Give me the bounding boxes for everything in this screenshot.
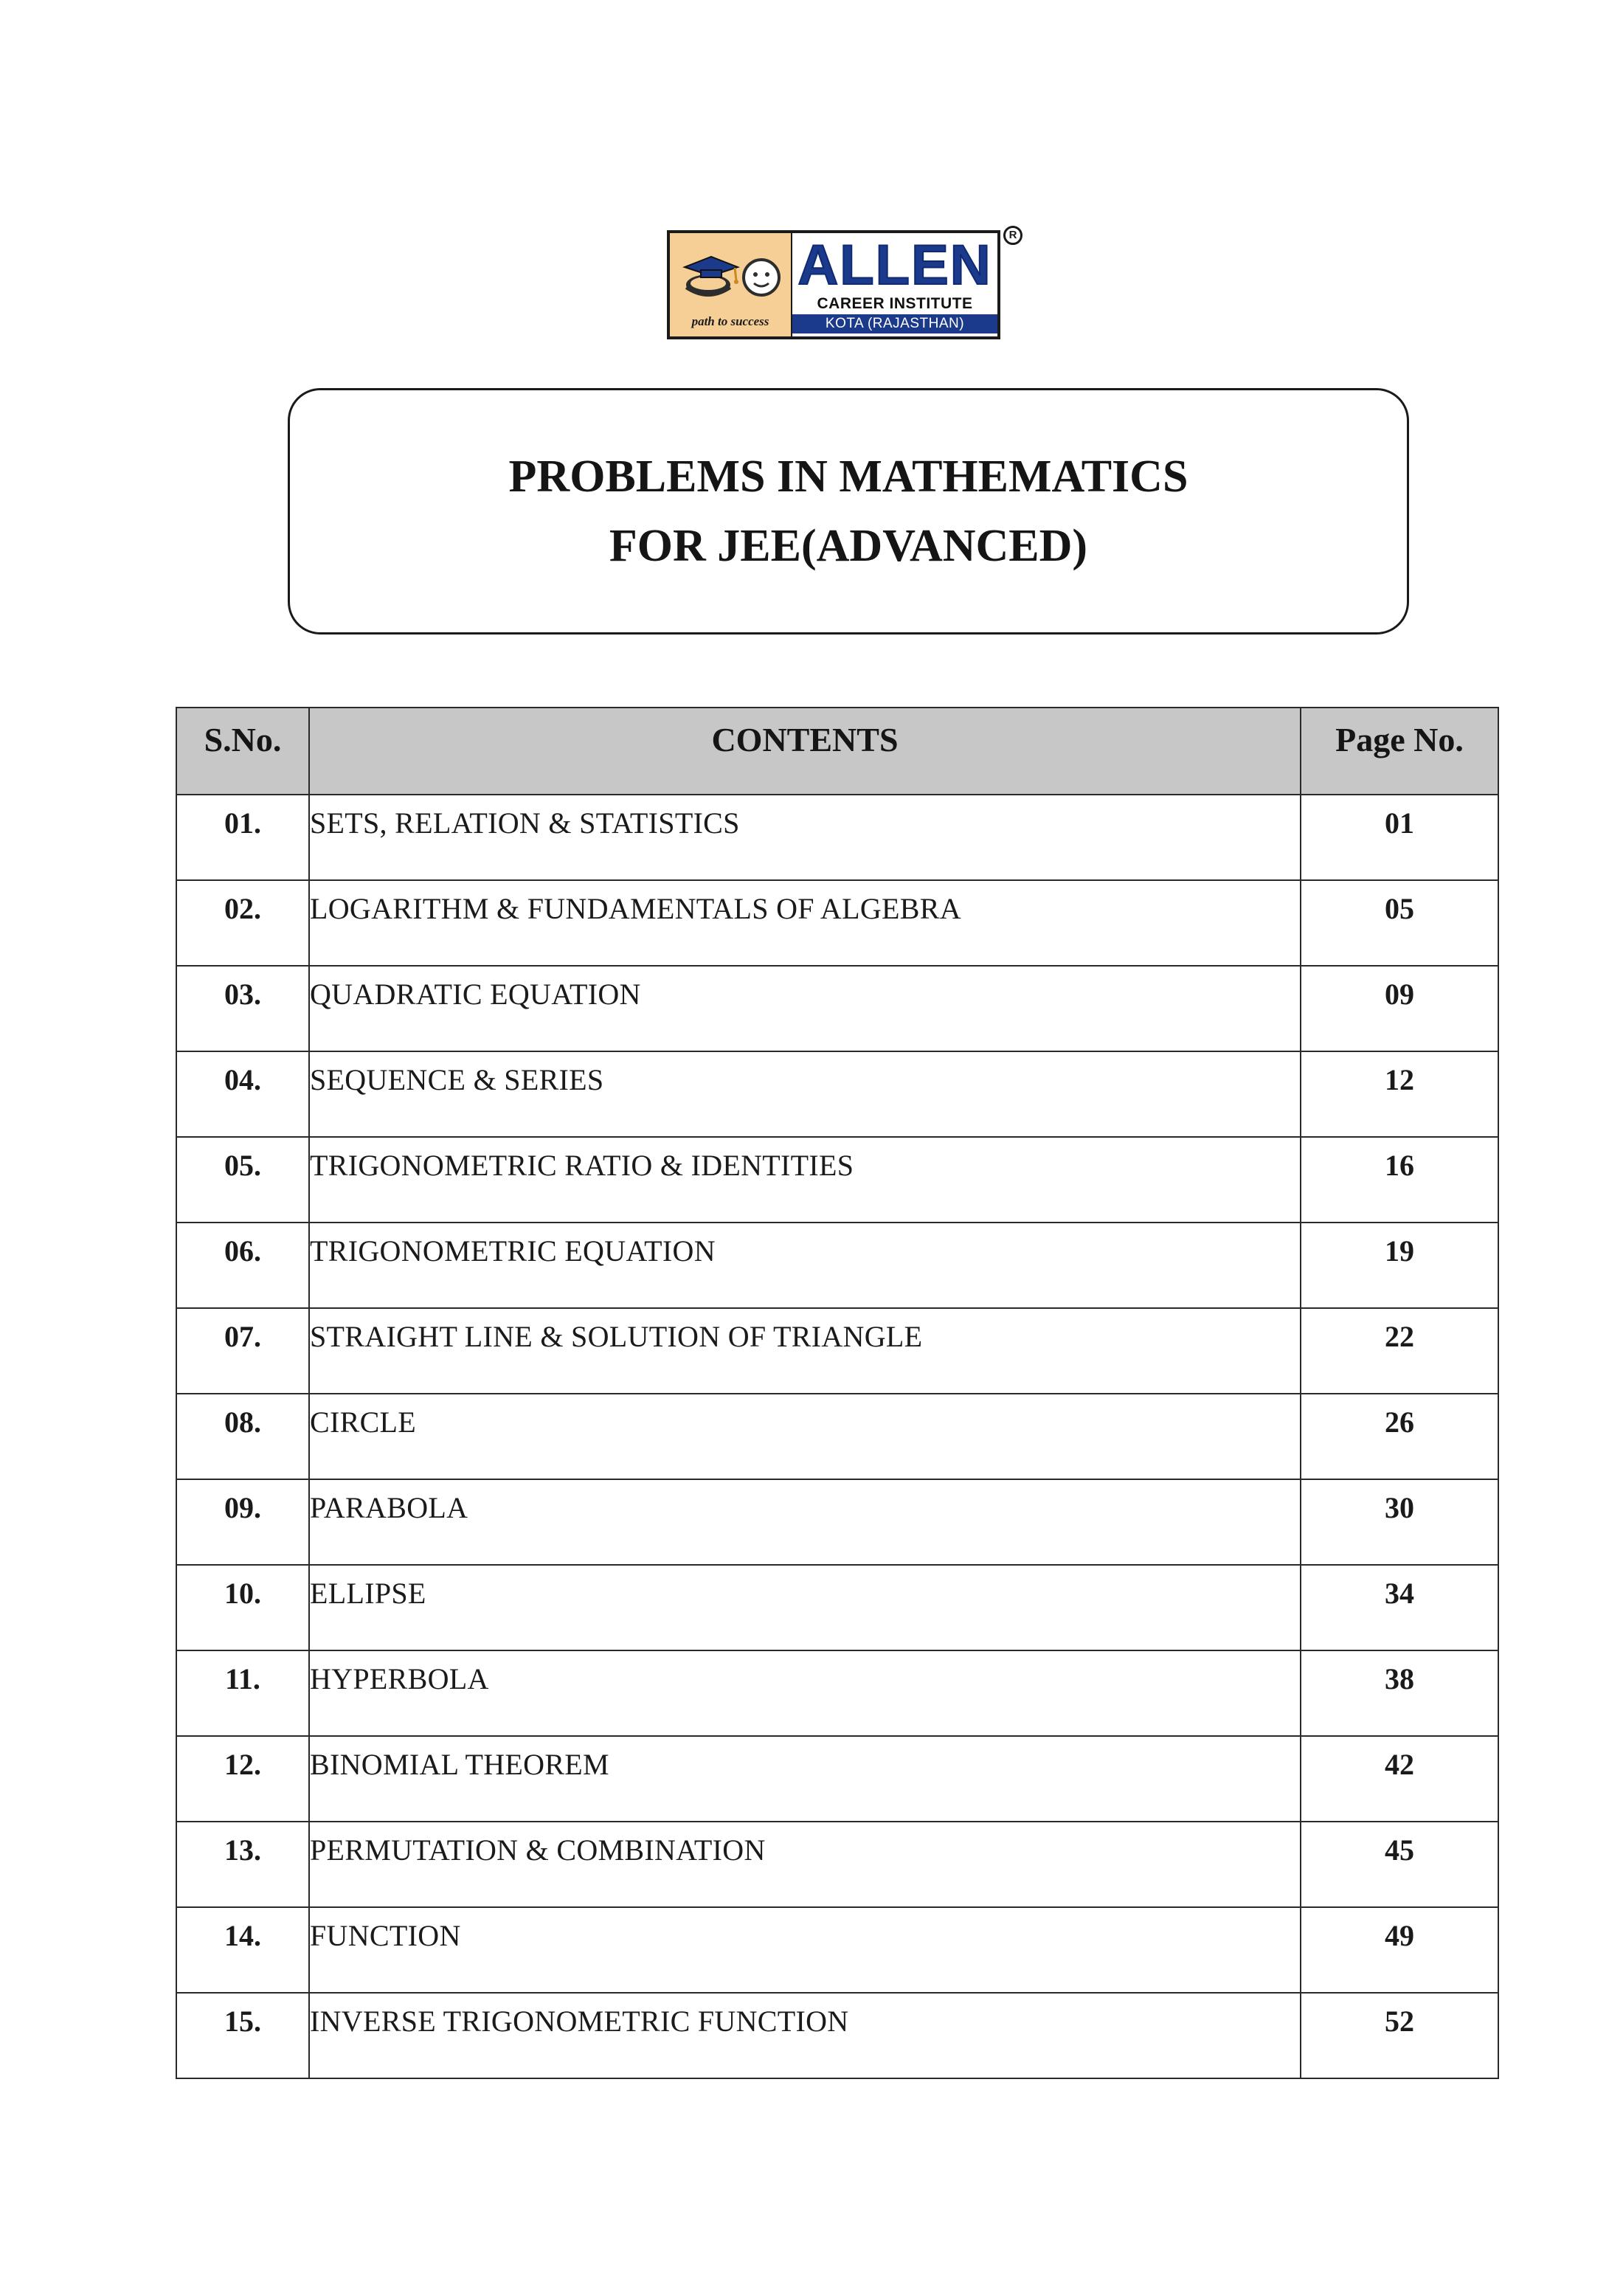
- row-chapter-title: ELLIPSE: [309, 1565, 1301, 1650]
- logo-emblem-panel: [670, 233, 792, 336]
- header-sno: S.No.: [176, 708, 309, 795]
- row-chapter-title: SETS, RELATION & STATISTICS: [309, 795, 1301, 880]
- row-chapter-title: PERMUTATION & COMBINATION: [309, 1822, 1301, 1907]
- row-page-number: 05: [1301, 880, 1498, 966]
- registered-trademark-icon: R: [1003, 226, 1022, 245]
- row-sno: 10.: [176, 1565, 309, 1650]
- row-sno: 09.: [176, 1479, 309, 1565]
- logo-brand-name: ALLEN: [797, 234, 992, 297]
- table-row: [176, 1394, 1498, 1479]
- logo-location: KOTA (RAJASTHAN): [792, 314, 997, 333]
- contents-table: [176, 707, 1499, 2079]
- row-sno: 08.: [176, 1394, 309, 1479]
- row-sno: 04.: [176, 1051, 309, 1137]
- logo-tagline: path to success: [691, 314, 769, 328]
- table-row: [176, 1565, 1498, 1650]
- row-chapter-title: CIRCLE: [309, 1394, 1301, 1479]
- row-page-number: 19: [1301, 1223, 1498, 1308]
- row-sno: 07.: [176, 1308, 309, 1394]
- row-sno: 12.: [176, 1736, 309, 1822]
- row-chapter-title: BINOMIAL THEOREM: [309, 1736, 1301, 1822]
- row-page-number: 34: [1301, 1565, 1498, 1650]
- row-page-number: 45: [1301, 1822, 1498, 1907]
- row-sno: 06.: [176, 1223, 309, 1308]
- document-title-line-2: FOR JEE(ADVANCED): [609, 521, 1088, 571]
- row-chapter-title: FUNCTION: [309, 1907, 1301, 1993]
- row-page-number: 22: [1301, 1308, 1498, 1394]
- row-page-number: 01: [1301, 795, 1498, 880]
- row-chapter-title: INVERSE TRIGONOMETRIC FUNCTION: [309, 1993, 1301, 2078]
- table-row: [176, 795, 1498, 880]
- table-row: [176, 1822, 1498, 1907]
- table-row: [176, 1479, 1498, 1565]
- row-chapter-title: STRAIGHT LINE & SOLUTION OF TRIANGLE: [309, 1308, 1301, 1394]
- table-row: [176, 1993, 1498, 2078]
- table-row: [176, 1137, 1498, 1223]
- table-header-row: [176, 708, 1498, 795]
- row-page-number: 49: [1301, 1907, 1498, 1993]
- table-row: [176, 966, 1498, 1051]
- row-chapter-title: HYPERBOLA: [309, 1650, 1301, 1736]
- logo-subtitle: CAREER INSTITUTE: [817, 295, 973, 312]
- row-page-number: 30: [1301, 1479, 1498, 1565]
- row-chapter-title: PARABOLA: [309, 1479, 1301, 1565]
- row-sno: 11.: [176, 1650, 309, 1736]
- table-row: [176, 1051, 1498, 1137]
- logo-text-panel: [792, 233, 997, 336]
- document-title-box: [288, 388, 1409, 634]
- row-chapter-title: SEQUENCE & SERIES: [309, 1051, 1301, 1137]
- row-sno: 02.: [176, 880, 309, 966]
- row-sno: 03.: [176, 966, 309, 1051]
- row-chapter-title: LOGARITHM & FUNDAMENTALS OF ALGEBRA: [309, 880, 1301, 966]
- table-row: [176, 1308, 1498, 1394]
- table-row: [176, 1736, 1498, 1822]
- header-contents: CONTENTS: [309, 708, 1301, 795]
- graduation-cap-emblem-icon: [679, 246, 783, 307]
- table-row: [176, 880, 1498, 966]
- row-chapter-title: TRIGONOMETRIC EQUATION: [309, 1223, 1301, 1308]
- header-page-no: Page No.: [1301, 708, 1498, 795]
- row-page-number: 09: [1301, 966, 1498, 1051]
- table-row: [176, 1223, 1498, 1308]
- row-sno: 15.: [176, 1993, 309, 2078]
- row-page-number: 16: [1301, 1137, 1498, 1223]
- row-sno: 05.: [176, 1137, 309, 1223]
- document-title-line-1: PROBLEMS IN MATHEMATICS: [508, 452, 1188, 502]
- row-chapter-title: TRIGONOMETRIC RATIO & IDENTITIES: [309, 1137, 1301, 1223]
- table-row: [176, 1650, 1498, 1736]
- row-sno: 01.: [176, 795, 309, 880]
- row-page-number: 38: [1301, 1650, 1498, 1736]
- allen-logo: [667, 230, 1000, 339]
- row-sno: 13.: [176, 1822, 309, 1907]
- row-sno: 14.: [176, 1907, 309, 1993]
- row-page-number: 42: [1301, 1736, 1498, 1822]
- row-chapter-title: QUADRATIC EQUATION: [309, 966, 1301, 1051]
- table-row: [176, 1907, 1498, 1993]
- row-page-number: 52: [1301, 1993, 1498, 2078]
- row-page-number: 26: [1301, 1394, 1498, 1479]
- row-page-number: 12: [1301, 1051, 1498, 1137]
